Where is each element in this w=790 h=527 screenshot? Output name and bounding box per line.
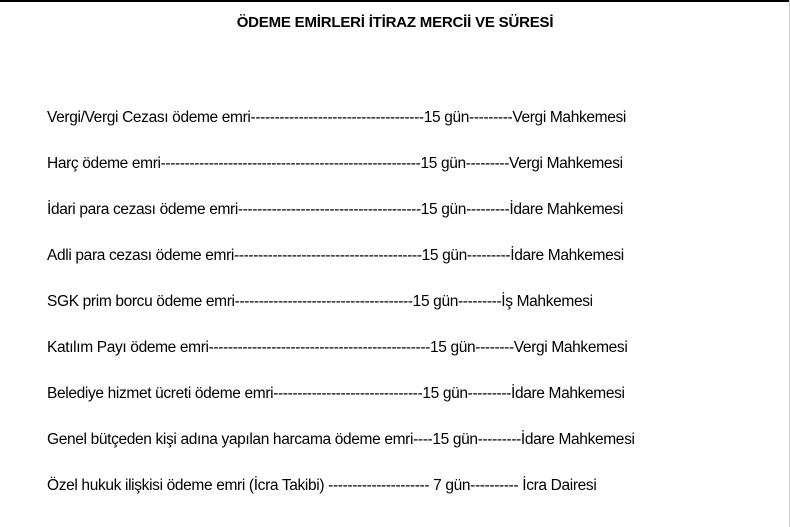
list-item: Katılım Payı ödeme emri----------------------------------------------15 gün--------Vergi Mahkemesi [47,339,628,356]
list-item: SGK prim borcu ödeme emri-------------------------------------15 gün---------İş Mahkemesi [47,293,593,310]
list-item: Belediye hizmet ücreti ödeme emri-------------------------------15 gün---------İdare Mahkemesi [47,385,625,402]
list-item: Genel bütçeden kişi adına yapılan harcama ödeme emri----15 gün---------İdare Mahkemesi [47,431,635,448]
list-item: Harç ödeme emri------------------------------------------------------15 gün---------Vergi Mahkemesi [47,155,623,172]
list-item: İdari para cezası ödeme emri--------------------------------------15 gün---------İdare Mahkemesi [47,201,624,218]
list-item: Vergi/Vergi Cezası ödeme emri------------------------------------15 gün---------Vergi Mahkemesi [47,109,626,126]
document-title: ÖDEME EMİRLERİ İTİRAZ MERCİİ VE SÜRESİ [236,14,554,31]
top-border-line [0,0,790,2]
objection-list [47,108,782,522]
list-item: Özel hukuk ilişkisi ödeme emri (İcra Takibi) --------------------- 7 gün---------- İcra Dairesi [47,477,597,494]
list-item: Adli para cezası ödeme emri---------------------------------------15 gün---------İdare Mahkemesi [47,247,624,264]
